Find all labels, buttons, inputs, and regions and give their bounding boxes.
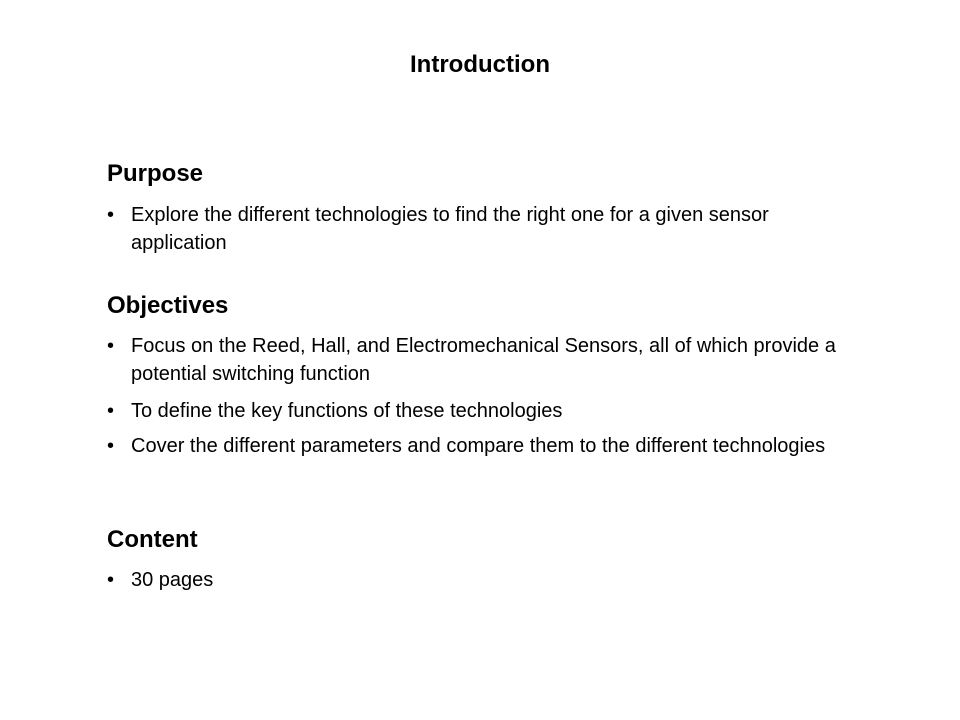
content-bullet-1 xyxy=(107,566,837,594)
bullet-text: To define the key functions of these technologies xyxy=(131,400,563,422)
objectives-bullet-3 xyxy=(107,432,837,460)
section-heading-objectives: Objectives xyxy=(107,292,229,319)
bullet-dot: • xyxy=(107,400,115,422)
bullet-text: 30 pages xyxy=(131,569,214,591)
bullet-dot: • xyxy=(107,569,115,591)
purpose-bullet-1 xyxy=(107,201,837,257)
slide-title: Introduction xyxy=(410,51,550,78)
bullet-text: Cover the different parameters and compare them to the different technologies xyxy=(131,435,826,457)
section-heading-purpose: Purpose xyxy=(107,160,204,187)
bullet-text: Explore the different technologies to find the right one for a given sensor application xyxy=(131,204,769,254)
bullet-dot: • xyxy=(107,435,115,457)
objectives-bullet-1 xyxy=(107,332,837,388)
bullet-text: Focus on the Reed, Hall, and Electromechanical Sensors, all of which provide a potential switching function xyxy=(131,335,836,385)
bullet-dot: • xyxy=(107,204,115,226)
section-heading-content: Content xyxy=(107,526,198,553)
bullet-dot: • xyxy=(107,335,115,357)
objectives-bullet-2 xyxy=(107,397,837,425)
